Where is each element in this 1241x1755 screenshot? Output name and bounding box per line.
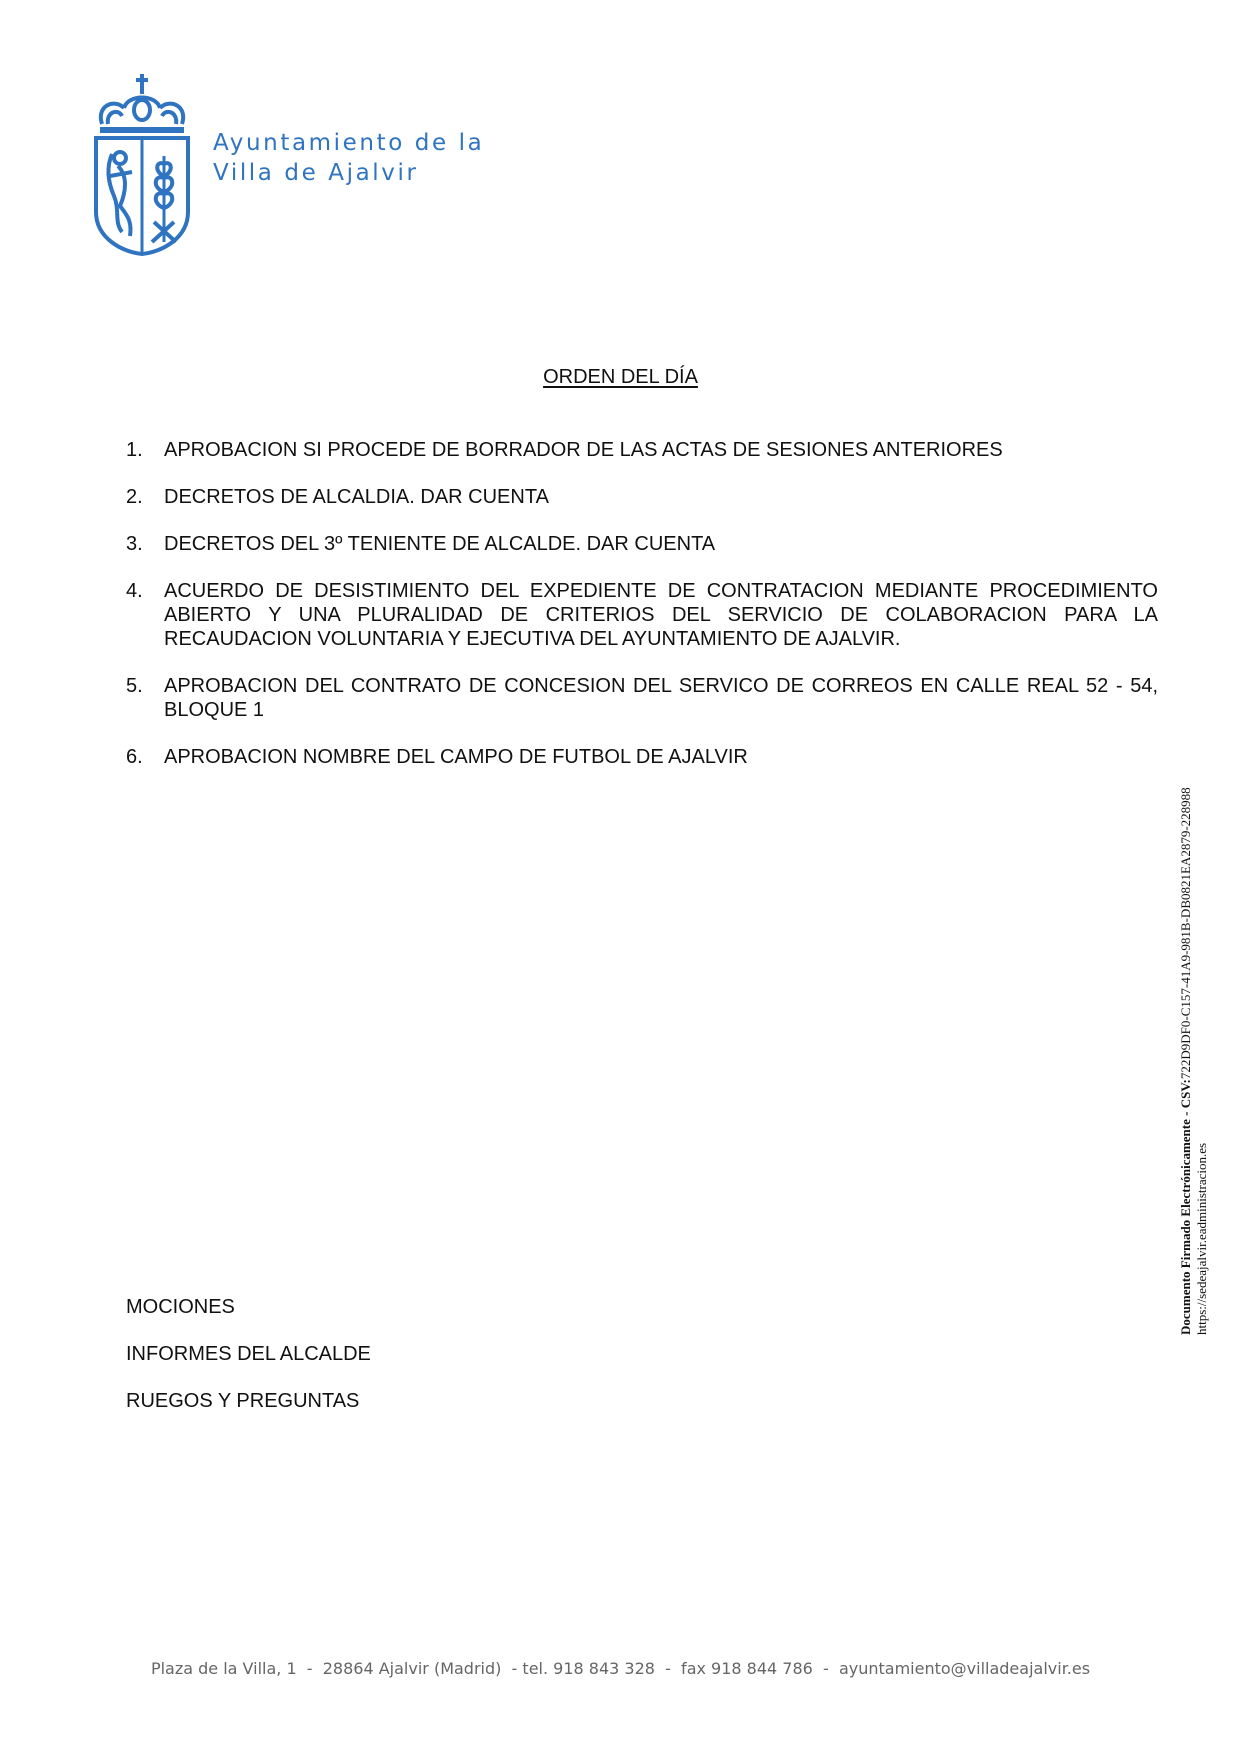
agenda-item-text: DECRETOS DEL 3º TENIENTE DE ALCALDE. DAR CUENTA [164, 533, 716, 555]
agenda-item-number: 5. [126, 675, 143, 697]
section-mociones: MOCIONES [126, 1296, 235, 1318]
stamp-url: https://sedeajalvir.eadministracion.es [1194, 1142, 1209, 1335]
organization-name-line1: Ayuntamiento de la [213, 130, 485, 156]
agenda-item-number: 2. [126, 486, 143, 508]
agenda-list [126, 438, 1158, 792]
agenda-item-text: APROBACION NOMBRE DEL CAMPO DE FUTBOL DE AJALVIR [164, 746, 748, 768]
electronic-signature-stamp [1178, 715, 1210, 1335]
agenda-item-number: 6. [126, 746, 143, 768]
extra-sections [126, 1295, 371, 1436]
agenda-item-text: ACUERDO DE DESISTIMIENTO DEL EXPEDIENTE DE CONTRATACION MEDIANTE PROCEDIMIENTO ABIERTO Y UNA PLURALIDAD DE CRITERIOS DEL SERVICIO DE COLABORACION PARA LA RECAUDACION VOLUNTARIA Y EJECUTIVA DEL AYUNTAMIENTO DE AJALVIR. [164, 580, 1158, 650]
agenda-item-text: DECRETOS DE ALCALDIA. DAR CUENTA [164, 486, 549, 508]
agenda-item [126, 438, 1158, 462]
organization-name-line2: Villa de Ajalvir [213, 160, 419, 186]
coat-of-arms-logo [92, 72, 192, 256]
footer-text: Plaza de la Villa, 1 - 28864 Ajalvir (Madrid) - tel. 918 843 328 - fax 918 844 786 - ayuntamiento@villadeajalvir.es [150, 1659, 1091, 1678]
agenda-item-number: 4. [126, 580, 143, 602]
agenda-item-number: 3. [126, 533, 143, 555]
stamp-csv-code: 722D9DF0-C157-41A9-981B-DB0821EA2879-228988 [1178, 787, 1193, 1080]
agenda-item [126, 745, 1158, 769]
stamp-label: Documento Firmado Electrónicamente - CSV: [1178, 1079, 1193, 1335]
agenda-item-text: APROBACION SI PROCEDE DE BORRADOR DE LAS ACTAS DE SESIONES ANTERIORES [164, 439, 1003, 461]
stamp-line1 [1178, 715, 1194, 1335]
footer-contact [0, 1659, 1241, 1678]
organization-name [213, 128, 484, 188]
agenda-item-number: 1. [126, 439, 143, 461]
agenda-item [126, 532, 1158, 556]
document-title: ORDEN DEL DÍA [543, 366, 698, 388]
agenda-item [126, 485, 1158, 509]
agenda-item-text: APROBACION DEL CONTRATO DE CONCESION DEL SERVICO DE CORREOS EN CALLE REAL 52 - 54, BLOQUE 1 [164, 675, 1158, 721]
section-ruegos-y-preguntas: RUEGOS Y PREGUNTAS [126, 1390, 360, 1412]
section-informes-del-alcalde: INFORMES DEL ALCALDE [126, 1343, 371, 1365]
agenda-item [126, 674, 1158, 722]
agenda-item [126, 579, 1158, 651]
